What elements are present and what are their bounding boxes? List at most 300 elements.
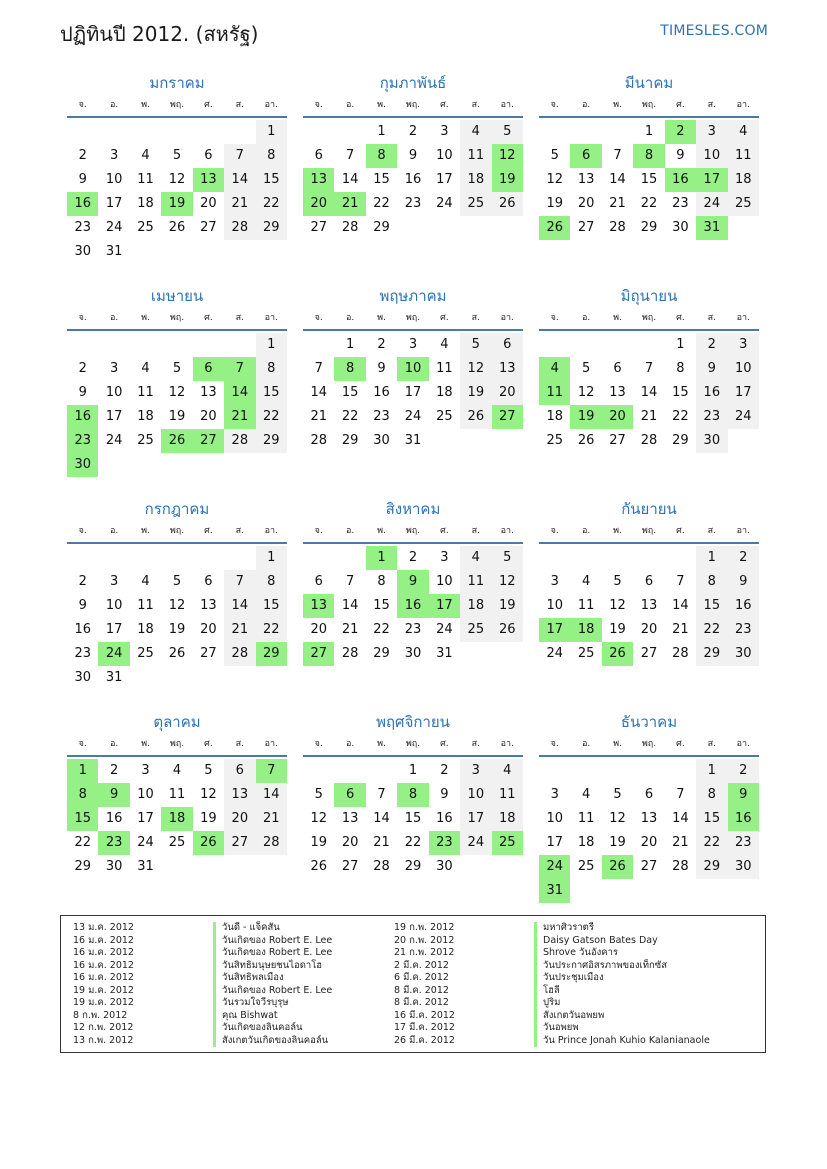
holiday-day-cell[interactable]: 6 — [570, 144, 601, 168]
holiday-day-cell[interactable]: 13 — [303, 594, 334, 618]
day-cell[interactable]: 20 — [341, 835, 359, 850]
day-cell[interactable]: 10 — [105, 598, 123, 613]
day-cell[interactable]: 13 — [224, 783, 255, 807]
holiday-day-cell[interactable]: 18 — [570, 618, 601, 642]
day-cell[interactable]: 7 — [345, 574, 355, 589]
day-cell[interactable]: 31 — [404, 433, 422, 448]
day-cell[interactable]: 6 — [492, 333, 523, 357]
day-cell[interactable]: 12 — [200, 787, 217, 802]
day-cell[interactable]: 15 — [373, 172, 390, 187]
holiday-day-cell[interactable]: 23 — [98, 831, 129, 855]
day-cell[interactable]: 10 — [546, 811, 563, 826]
day-cell[interactable]: 2 — [440, 763, 449, 778]
day-cell[interactable]: 3 — [141, 763, 150, 778]
day-cell[interactable]: 16 — [696, 381, 727, 405]
holiday-day-cell[interactable]: 1 — [67, 759, 98, 783]
day-cell[interactable]: 28 — [341, 220, 359, 235]
day-cell[interactable]: 31 — [105, 244, 123, 259]
day-cell[interactable]: 14 — [672, 811, 689, 826]
day-cell[interactable]: 2 — [728, 546, 759, 570]
day-cell[interactable]: 9 — [377, 361, 386, 376]
holiday-day-cell[interactable]: 31 — [696, 216, 727, 240]
day-cell[interactable]: 22 — [696, 831, 727, 855]
day-cell[interactable]: 7 — [644, 361, 654, 376]
day-cell[interactable]: 15 — [696, 594, 727, 618]
day-cell[interactable]: 17 — [105, 196, 123, 211]
day-cell[interactable]: 1 — [345, 337, 355, 352]
day-cell[interactable]: 25 — [137, 646, 154, 661]
holiday-day-cell[interactable]: 9 — [98, 783, 129, 807]
day-cell[interactable]: 25 — [546, 433, 563, 448]
day-cell[interactable]: 28 — [640, 433, 658, 448]
day-cell[interactable]: 30 — [728, 642, 759, 666]
day-cell[interactable]: 14 — [310, 385, 327, 400]
day-cell[interactable]: 2 — [78, 361, 87, 376]
day-cell[interactable]: 2 — [696, 333, 727, 357]
day-cell[interactable]: 7 — [224, 570, 255, 594]
day-cell[interactable]: 27 — [609, 433, 626, 448]
day-cell[interactable]: 8 — [256, 570, 287, 594]
day-cell[interactable]: 1 — [696, 759, 727, 783]
day-cell[interactable]: 20 — [492, 381, 523, 405]
day-cell[interactable]: 17 — [404, 385, 422, 400]
day-cell[interactable]: 14 — [224, 594, 255, 618]
day-cell[interactable]: 7 — [345, 148, 355, 163]
day-cell[interactable]: 19 — [168, 622, 186, 637]
day-cell[interactable]: 9 — [676, 148, 685, 163]
day-cell[interactable]: 19 — [460, 381, 491, 405]
day-cell[interactable]: 27 — [200, 646, 217, 661]
day-cell[interactable]: 21 — [310, 409, 327, 424]
holiday-day-cell[interactable]: 17 — [429, 594, 460, 618]
day-cell[interactable]: 22 — [256, 405, 287, 429]
day-cell[interactable]: 30 — [74, 670, 91, 685]
day-cell[interactable]: 12 — [546, 172, 563, 187]
day-cell[interactable]: 21 — [640, 409, 658, 424]
day-cell[interactable]: 6 — [314, 148, 323, 163]
day-cell[interactable]: 10 — [728, 357, 759, 381]
holiday-day-cell[interactable]: 27 — [303, 642, 334, 666]
day-cell[interactable]: 17 — [728, 381, 759, 405]
day-cell[interactable]: 3 — [460, 759, 491, 783]
day-cell[interactable]: 21 — [672, 622, 689, 637]
day-cell[interactable]: 14 — [256, 783, 287, 807]
day-cell[interactable]: 30 — [404, 646, 422, 661]
day-cell[interactable]: 1 — [256, 333, 287, 357]
day-cell[interactable]: 25 — [728, 192, 759, 216]
day-cell[interactable]: 2 — [377, 337, 386, 352]
day-cell[interactable]: 15 — [256, 594, 287, 618]
day-cell[interactable]: 7 — [224, 144, 255, 168]
holiday-day-cell[interactable]: 21 — [334, 192, 365, 216]
day-cell[interactable]: 20 — [200, 622, 217, 637]
day-cell[interactable]: 2 — [78, 148, 87, 163]
holiday-day-cell[interactable]: 16 — [728, 807, 759, 831]
day-cell[interactable]: 1 — [696, 546, 727, 570]
day-cell[interactable]: 24 — [436, 196, 453, 211]
day-cell[interactable]: 4 — [172, 763, 182, 778]
day-cell[interactable]: 28 — [672, 646, 689, 661]
day-cell[interactable]: 13 — [609, 385, 626, 400]
holiday-day-cell[interactable]: 14 — [224, 381, 255, 405]
day-cell[interactable]: 26 — [577, 433, 595, 448]
day-cell[interactable]: 14 — [609, 172, 626, 187]
day-cell[interactable]: 19 — [546, 196, 563, 211]
day-cell[interactable]: 4 — [440, 337, 449, 352]
day-cell[interactable]: 13 — [200, 385, 217, 400]
day-cell[interactable]: 9 — [78, 385, 87, 400]
day-cell[interactable]: 24 — [546, 646, 563, 661]
day-cell[interactable]: 1 — [408, 763, 418, 778]
day-cell[interactable]: 4 — [728, 120, 759, 144]
day-cell[interactable]: 5 — [314, 787, 323, 802]
holiday-day-cell[interactable]: 7 — [256, 759, 287, 783]
holiday-day-cell[interactable]: 11 — [539, 381, 570, 405]
holiday-day-cell[interactable]: 8 — [334, 357, 365, 381]
day-cell[interactable]: 13 — [577, 172, 595, 187]
holiday-day-cell[interactable]: 26 — [602, 642, 633, 666]
day-cell[interactable]: 27 — [200, 220, 217, 235]
holiday-day-cell[interactable]: 15 — [67, 807, 98, 831]
day-cell[interactable]: 6 — [613, 361, 622, 376]
day-cell[interactable]: 22 — [404, 835, 422, 850]
day-cell[interactable]: 12 — [168, 172, 186, 187]
day-cell[interactable]: 26 — [492, 192, 523, 216]
day-cell[interactable]: 23 — [728, 831, 759, 855]
holiday-day-cell[interactable]: 19 — [570, 405, 601, 429]
day-cell[interactable]: 25 — [460, 192, 491, 216]
day-cell[interactable]: 15 — [640, 172, 658, 187]
holiday-day-cell[interactable]: 1 — [366, 546, 397, 570]
day-cell[interactable]: 11 — [168, 787, 186, 802]
day-cell[interactable]: 29 — [341, 433, 359, 448]
day-cell[interactable]: 23 — [728, 618, 759, 642]
day-cell[interactable]: 26 — [168, 646, 186, 661]
day-cell[interactable]: 23 — [696, 405, 727, 429]
day-cell[interactable]: 26 — [460, 405, 491, 429]
day-cell[interactable]: 8 — [676, 361, 685, 376]
day-cell[interactable]: 29 — [404, 859, 422, 874]
day-cell[interactable]: 23 — [404, 196, 422, 211]
day-cell[interactable]: 21 — [672, 835, 689, 850]
day-cell[interactable]: 9 — [78, 598, 87, 613]
day-cell[interactable]: 12 — [577, 385, 595, 400]
day-cell[interactable]: 1 — [644, 124, 654, 139]
day-cell[interactable]: 16 — [373, 385, 390, 400]
day-cell[interactable]: 30 — [696, 429, 727, 453]
day-cell[interactable]: 29 — [696, 642, 727, 666]
day-cell[interactable]: 11 — [137, 598, 154, 613]
day-cell[interactable]: 21 — [224, 192, 255, 216]
day-cell[interactable]: 28 — [224, 216, 255, 240]
day-cell[interactable]: 1 — [256, 546, 287, 570]
day-cell[interactable]: 18 — [546, 409, 563, 424]
day-cell[interactable]: 28 — [256, 831, 287, 855]
day-cell[interactable]: 9 — [696, 357, 727, 381]
day-cell[interactable]: 6 — [644, 787, 654, 802]
day-cell[interactable]: 24 — [436, 622, 453, 637]
day-cell[interactable]: 28 — [224, 429, 255, 453]
day-cell[interactable]: 12 — [168, 598, 186, 613]
day-cell[interactable]: 25 — [577, 646, 595, 661]
day-cell[interactable]: 9 — [408, 148, 418, 163]
day-cell[interactable]: 15 — [256, 168, 287, 192]
day-cell[interactable]: 4 — [141, 148, 150, 163]
day-cell[interactable]: 3 — [109, 361, 119, 376]
day-cell[interactable]: 9 — [78, 172, 87, 187]
day-cell[interactable]: 17 — [546, 835, 563, 850]
day-cell[interactable]: 4 — [141, 574, 150, 589]
day-cell[interactable]: 23 — [74, 646, 91, 661]
day-cell[interactable]: 20 — [640, 835, 658, 850]
day-cell[interactable]: 28 — [609, 220, 626, 235]
day-cell[interactable]: 7 — [314, 361, 323, 376]
day-cell[interactable]: 22 — [640, 196, 658, 211]
day-cell[interactable]: 17 — [137, 811, 154, 826]
holiday-day-cell[interactable]: 17 — [539, 618, 570, 642]
holiday-day-cell[interactable]: 16 — [67, 192, 98, 216]
day-cell[interactable]: 23 — [74, 220, 91, 235]
day-cell[interactable]: 21 — [373, 835, 390, 850]
day-cell[interactable]: 22 — [696, 618, 727, 642]
day-cell[interactable]: 29 — [256, 216, 287, 240]
day-cell[interactable]: 15 — [256, 381, 287, 405]
holiday-day-cell[interactable]: 24 — [539, 855, 570, 879]
day-cell[interactable]: 3 — [550, 574, 559, 589]
day-cell[interactable]: 22 — [373, 622, 390, 637]
day-cell[interactable]: 23 — [672, 196, 689, 211]
day-cell[interactable]: 18 — [728, 168, 759, 192]
day-cell[interactable]: 22 — [256, 192, 287, 216]
day-cell[interactable]: 21 — [256, 807, 287, 831]
day-cell[interactable]: 30 — [728, 855, 759, 879]
day-cell[interactable]: 1 — [256, 120, 287, 144]
day-cell[interactable]: 15 — [341, 385, 359, 400]
day-cell[interactable]: 11 — [137, 385, 154, 400]
day-cell[interactable]: 5 — [550, 148, 559, 163]
day-cell[interactable]: 6 — [204, 148, 213, 163]
holiday-day-cell[interactable]: 13 — [193, 168, 224, 192]
day-cell[interactable]: 13 — [640, 598, 658, 613]
day-cell[interactable]: 7 — [676, 787, 685, 802]
day-cell[interactable]: 16 — [105, 811, 123, 826]
day-cell[interactable]: 29 — [74, 859, 91, 874]
day-cell[interactable]: 3 — [696, 120, 727, 144]
holiday-day-cell[interactable]: 27 — [492, 405, 523, 429]
day-cell[interactable]: 15 — [672, 385, 689, 400]
holiday-day-cell[interactable]: 8 — [397, 783, 428, 807]
day-cell[interactable]: 8 — [256, 144, 287, 168]
day-cell[interactable]: 22 — [672, 409, 689, 424]
day-cell[interactable]: 19 — [200, 811, 217, 826]
holiday-day-cell[interactable]: 6 — [193, 357, 224, 381]
day-cell[interactable]: 12 — [609, 811, 626, 826]
day-cell[interactable]: 15 — [373, 598, 390, 613]
day-cell[interactable]: 3 — [408, 337, 418, 352]
day-cell[interactable]: 31 — [105, 670, 123, 685]
day-cell[interactable]: 7 — [377, 787, 386, 802]
day-cell[interactable]: 11 — [492, 783, 523, 807]
day-cell[interactable]: 21 — [341, 622, 359, 637]
day-cell[interactable]: 17 — [460, 807, 491, 831]
day-cell[interactable]: 5 — [172, 148, 182, 163]
day-cell[interactable]: 22 — [341, 409, 359, 424]
holiday-day-cell[interactable]: 7 — [224, 357, 255, 381]
day-cell[interactable]: 25 — [137, 220, 154, 235]
holiday-day-cell[interactable]: 17 — [696, 168, 727, 192]
day-cell[interactable]: 16 — [404, 172, 422, 187]
holiday-day-cell[interactable]: 12 — [492, 144, 523, 168]
day-cell[interactable]: 6 — [204, 574, 213, 589]
day-cell[interactable]: 4 — [460, 120, 491, 144]
day-cell[interactable]: 11 — [436, 361, 453, 376]
day-cell[interactable]: 2 — [408, 550, 418, 565]
day-cell[interactable]: 10 — [105, 172, 123, 187]
holiday-day-cell[interactable]: 30 — [67, 453, 98, 477]
day-cell[interactable]: 2 — [408, 124, 418, 139]
day-cell[interactable]: 5 — [460, 333, 491, 357]
day-cell[interactable]: 18 — [436, 385, 453, 400]
day-cell[interactable]: 21 — [609, 196, 626, 211]
day-cell[interactable]: 14 — [224, 168, 255, 192]
day-cell[interactable]: 3 — [440, 124, 449, 139]
day-cell[interactable]: 12 — [492, 570, 523, 594]
day-cell[interactable]: 24 — [137, 835, 154, 850]
day-cell[interactable]: 19 — [168, 409, 186, 424]
day-cell[interactable]: 25 — [460, 618, 491, 642]
day-cell[interactable]: 22 — [74, 835, 91, 850]
holiday-day-cell[interactable]: 16 — [397, 594, 428, 618]
day-cell[interactable]: 16 — [728, 594, 759, 618]
day-cell[interactable]: 11 — [137, 172, 154, 187]
day-cell[interactable]: 4 — [460, 546, 491, 570]
day-cell[interactable]: 30 — [74, 244, 91, 259]
day-cell[interactable]: 29 — [373, 646, 390, 661]
day-cell[interactable]: 17 — [105, 622, 123, 637]
holiday-day-cell[interactable]: 6 — [334, 783, 365, 807]
holiday-day-cell[interactable]: 18 — [161, 807, 192, 831]
day-cell[interactable]: 5 — [581, 361, 591, 376]
day-cell[interactable]: 26 — [492, 618, 523, 642]
day-cell[interactable]: 11 — [577, 598, 595, 613]
holiday-day-cell[interactable]: 19 — [492, 168, 523, 192]
holiday-day-cell[interactable]: 8 — [366, 144, 397, 168]
day-cell[interactable]: 3 — [440, 550, 449, 565]
day-cell[interactable]: 6 — [224, 759, 255, 783]
day-cell[interactable]: 31 — [137, 859, 154, 874]
day-cell[interactable]: 10 — [105, 385, 123, 400]
day-cell[interactable]: 14 — [341, 172, 359, 187]
day-cell[interactable]: 8 — [377, 574, 386, 589]
day-cell[interactable]: 30 — [672, 220, 689, 235]
day-cell[interactable]: 21 — [224, 618, 255, 642]
day-cell[interactable]: 20 — [200, 196, 217, 211]
day-cell[interactable]: 27 — [640, 646, 658, 661]
day-cell[interactable]: 27 — [224, 831, 255, 855]
day-cell[interactable]: 28 — [310, 433, 327, 448]
day-cell[interactable]: 2 — [109, 763, 119, 778]
day-cell[interactable]: 12 — [460, 357, 491, 381]
day-cell[interactable]: 30 — [105, 859, 123, 874]
day-cell[interactable]: 25 — [137, 433, 154, 448]
day-cell[interactable]: 10 — [436, 574, 453, 589]
day-cell[interactable]: 24 — [696, 192, 727, 216]
holiday-day-cell[interactable]: 29 — [256, 642, 287, 666]
day-cell[interactable]: 14 — [373, 811, 390, 826]
day-cell[interactable]: 15 — [404, 811, 422, 826]
day-cell[interactable]: 14 — [672, 598, 689, 613]
day-cell[interactable]: 22 — [373, 196, 390, 211]
day-cell[interactable]: 5 — [613, 787, 622, 802]
day-cell[interactable]: 3 — [550, 787, 559, 802]
day-cell[interactable]: 2 — [728, 759, 759, 783]
day-cell[interactable]: 13 — [640, 811, 658, 826]
day-cell[interactable]: 10 — [137, 787, 154, 802]
day-cell[interactable]: 10 — [460, 783, 491, 807]
day-cell[interactable]: 5 — [492, 546, 523, 570]
day-cell[interactable]: 26 — [310, 859, 327, 874]
holiday-day-cell[interactable]: 20 — [303, 192, 334, 216]
day-cell[interactable]: 24 — [460, 831, 491, 855]
holiday-day-cell[interactable]: 4 — [539, 357, 570, 381]
day-cell[interactable]: 15 — [696, 807, 727, 831]
day-cell[interactable]: 3 — [109, 148, 119, 163]
holiday-day-cell[interactable]: 20 — [602, 405, 633, 429]
holiday-day-cell[interactable]: 19 — [161, 192, 192, 216]
day-cell[interactable]: 17 — [105, 409, 123, 424]
day-cell[interactable]: 18 — [137, 622, 154, 637]
day-cell[interactable]: 24 — [728, 405, 759, 429]
day-cell[interactable]: 29 — [696, 855, 727, 879]
day-cell[interactable]: 27 — [640, 859, 658, 874]
holiday-day-cell[interactable]: 13 — [303, 168, 334, 192]
day-cell[interactable]: 8 — [256, 357, 287, 381]
day-cell[interactable]: 9 — [440, 787, 449, 802]
day-cell[interactable]: 20 — [577, 196, 595, 211]
day-cell[interactable]: 25 — [436, 409, 453, 424]
day-cell[interactable]: 28 — [672, 859, 689, 874]
day-cell[interactable]: 16 — [74, 622, 91, 637]
day-cell[interactable]: 24 — [404, 409, 422, 424]
day-cell[interactable]: 29 — [672, 433, 689, 448]
holiday-day-cell[interactable]: 24 — [98, 642, 129, 666]
day-cell[interactable]: 12 — [168, 385, 186, 400]
day-cell[interactable]: 13 — [341, 811, 359, 826]
day-cell[interactable]: 13 — [200, 598, 217, 613]
day-cell[interactable]: 23 — [373, 409, 390, 424]
day-cell[interactable]: 27 — [341, 859, 359, 874]
holiday-day-cell[interactable]: 31 — [539, 879, 570, 903]
day-cell[interactable]: 7 — [676, 574, 685, 589]
day-cell[interactable]: 4 — [141, 361, 150, 376]
day-cell[interactable]: 16 — [436, 811, 453, 826]
day-cell[interactable]: 31 — [436, 646, 453, 661]
day-cell[interactable]: 24 — [105, 433, 123, 448]
day-cell[interactable]: 14 — [640, 385, 658, 400]
holiday-day-cell[interactable]: 10 — [397, 357, 428, 381]
holiday-day-cell[interactable]: 23 — [67, 429, 98, 453]
day-cell[interactable]: 5 — [492, 120, 523, 144]
day-cell[interactable]: 4 — [492, 759, 523, 783]
day-cell[interactable]: 10 — [436, 148, 453, 163]
day-cell[interactable]: 12 — [310, 811, 327, 826]
holiday-day-cell[interactable]: 26 — [539, 216, 570, 240]
day-cell[interactable]: 25 — [168, 835, 186, 850]
day-cell[interactable]: 13 — [492, 357, 523, 381]
day-cell[interactable]: 1 — [676, 337, 685, 352]
holiday-day-cell[interactable]: 27 — [193, 429, 224, 453]
day-cell[interactable]: 23 — [404, 622, 422, 637]
